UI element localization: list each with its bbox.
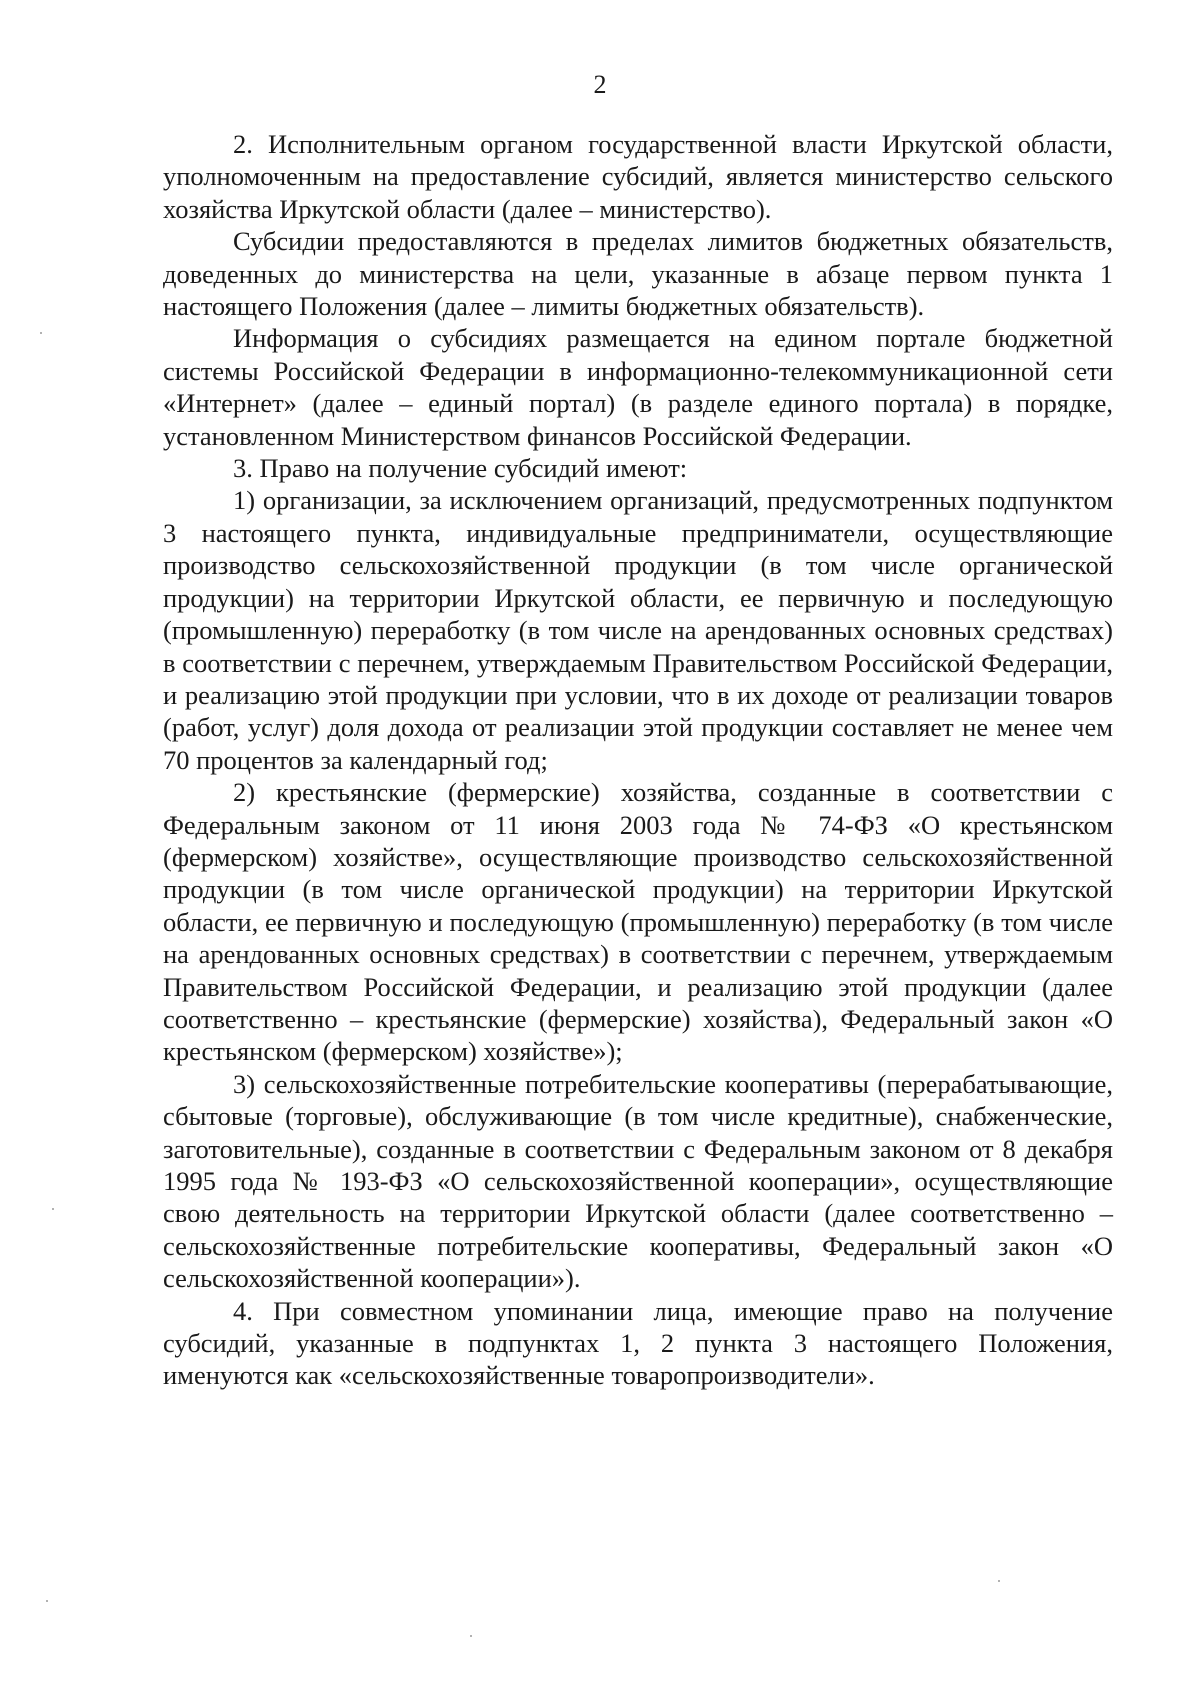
paragraph-subsidy-limits: Субсидии предоставляются в пределах лимитов бюджетных обязательств, доведенных до министерства на цели, указанные в абзаце первом пункта 1 настоящего Положения (далее – лимиты бюджетных обязательств). — [163, 226, 1113, 322]
scan-speck — [470, 1635, 472, 1637]
paragraph-3-subitem-1: 1) организации, за исключением организаций, предусмотренных подпунктом 3 настоящего пункта, индивидуальные предприниматели, осуществляющие производство сельскохозяйственной продукции (в том числе органической продукции) на территории Иркутской области, ее первичную и последующую (промышленную) переработку (в том числе на арендованных основных средствах) в соответствии с перечнем, утверждаемым Правительством Российской Федерации, и реализацию этой продукции при условии, что в их доходе от реализации товаров (работ, услуг) доля дохода от реализации этой продукции составляет не менее чем 70 процентов за календарный год; — [163, 485, 1113, 775]
page-number: 2 — [593, 70, 607, 99]
document-body — [163, 128, 1113, 1392]
scan-speck — [40, 332, 42, 334]
scan-speck — [52, 1208, 54, 1210]
paragraph-4-definition: 4. При совместном упоминании лица, имеющие право на получение субсидий, указанные в подпунктах 1, 2 пункта 3 настоящего Положения, именуются как «сельскохозяйственные товаропроизводители». — [163, 1295, 1113, 1391]
paragraph-2-authority: 2. Исполнительным органом государственной власти Иркутской области, уполномоченным на предоставление субсидий, является министерство сельского хозяйства Иркутской области (далее – министерство). — [163, 129, 1113, 224]
paragraph-subsidy-information: Информация о субсидиях размещается на едином портале бюджетной системы Российской Федерации в информационно-телекоммуникационной сети «Интернет» (далее – единый портал) (в разделе единого портала) в порядке, установленном Министерством финансов Российской Федерации. — [163, 323, 1113, 451]
scan-speck — [46, 1600, 48, 1602]
paragraph-3-subitem-2: 2) крестьянские (фермерские) хозяйства, созданные в соответствии с Федеральным законом от 11 июня 2003 года № 74-ФЗ «О крестьянском (фермерском) хозяйстве», осуществляющие производство сельскохозяйственной продукции (в том числе органической продукции) на территории Иркутской области, ее первичную и последующую (промышленную) переработку (в том числе на арендованных основных средствах) в соответствии с перечнем, утверждаемым Правительством Российской Федерации, и реализацию этой продукции (далее соответственно – крестьянские (фермерские) хозяйства), Федеральный закон «О крестьянском (фермерском) хозяйстве»); — [163, 777, 1113, 1067]
scan-speck — [998, 1580, 1000, 1582]
paragraph-3-subitem-3: 3) сельскохозяйственные потребительские кооперативы (перерабатывающие, сбытовые (торговые), обслуживающие (в том числе кредитные), снабженческие, заготовительные), созданные в соответствии с Федеральным законом от 8 декабря 1995 года № 193-ФЗ «О сельскохозяйственной кооперации», осуществляющие свою деятельность на территории Иркутской области (далее соответственно – сельскохозяйственные потребительские кооперативы, Федеральный закон «О сельскохозяйственной кооперации»). — [163, 1068, 1113, 1294]
paragraph-3-eligibility: 3. Право на получение субсидий имеют: — [233, 453, 688, 484]
